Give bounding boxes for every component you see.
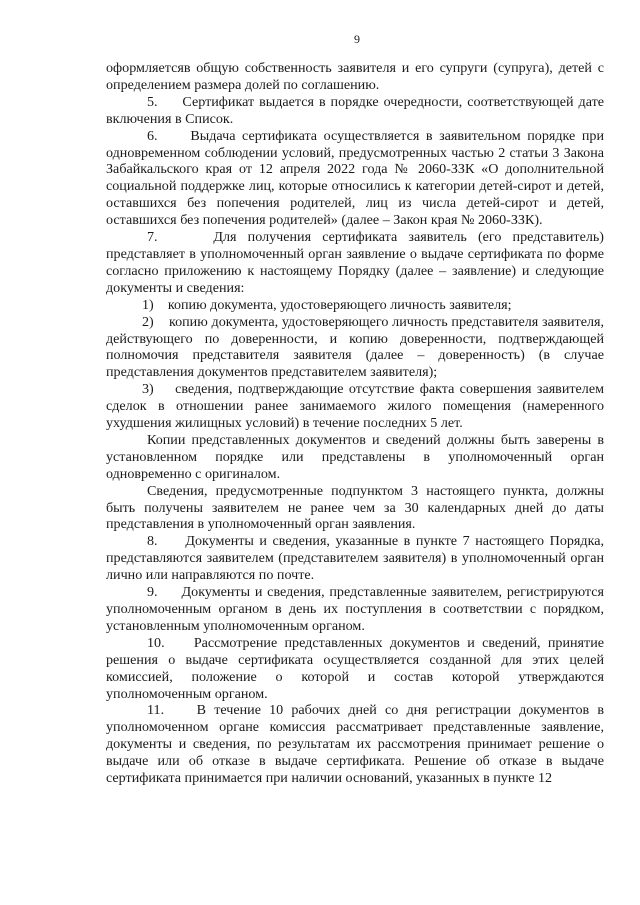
paragraph-8: 8. Документы и сведения, указанные в пункте 7 настоящего Порядка, представляются заявителем (представителем заявителя) в уполномоченный орган лично или направляются по почте. [106,533,604,584]
paragraph-info-deadline: Сведения, предусмотренные подпунктом 3 настоящего пункта, должны быть получены заявителем не ранее чем за 30 календарных дней до даты представления в уполномоченный орган заявления. [106,482,604,533]
subitem-2: 2) копию документа, удостоверяющего личность представителя заявителя, действующего по доверенности, и копию доверенности, подтверждающей полномочия представителя заявителя (далее – доверенность) (в случае представления документов представителем заявителя); [106,313,604,381]
paragraph-6: 6. Выдача сертификата осуществляется в заявительном порядке при одновременном соблюдении условий, предусмотренных частью 2 статьи 3 Закона Забайкальского края от 12 апреля 2022 года № 2060-ЗЗК «О дополнительной социальной поддержке лиц, которые относились к категории детей-сирот и детей, оставшихся без попечения родителей, лиц из числа детей-сирот и детей, оставшихся без попечения родителей» (далее – Закон края № 2060-ЗЗК). [106,127,604,229]
paragraph-10: 10. Рассмотрение представленных документов и сведений, принятие решения о выдаче сертификата осуществляется созданной для этих целей комиссией, положение о которой и состав которой утверждаются уполномоченным органом. [106,634,604,702]
paragraph-5: 5. Сертификат выдается в порядке очередности, соответствующей дате включения в Список. [106,93,604,127]
subitem-3: 3) сведения, подтверждающие отсутствие факта совершения заявителем сделок в отношении ранее занимаемого жилого помещения (намеренного ухудшения жилищных условий) в течение последних 5 лет. [106,381,604,432]
document-page [106,32,604,787]
page-number: 9 [354,32,360,46]
paragraph-copies: Копии представленных документов и сведений должны быть заверены в установленном порядке или представлены в уполномоченный орган одновременно с оригиналом. [106,431,604,482]
paragraph-9: 9. Документы и сведения, представленные заявителем, регистрируются уполномоченным органом в день их поступления в соответствии с порядком, установленным уполномоченным органом. [106,584,604,634]
paragraph-7: 7. Для получения сертификата заявитель (его представитель) представляет в уполномоченный орган заявление о выдаче сертификата по форме согласно приложению к настоящему Порядку (далее – заявление) и следующие документы и сведения: [106,229,604,296]
paragraph-continuation: оформляетсяв общую собственность заявителя и его супруги (супруга), детей с определением размера долей по соглашению. [106,60,604,93]
subitem-1: 1) копию документа, удостоверяющего личность заявителя; [142,296,512,313]
paragraph-11: 11. В течение 10 рабочих дней со дня регистрации документов в уполномоченном органе комиссия рассматривает представленные заявление, документы и сведения, по результатам их рассмотрения принимает решение о выдаче или об отказе в выдаче сертификата. Решение об отказе в выдаче сертификата принимается при наличии оснований, указанных в пункте 12 [106,702,604,787]
